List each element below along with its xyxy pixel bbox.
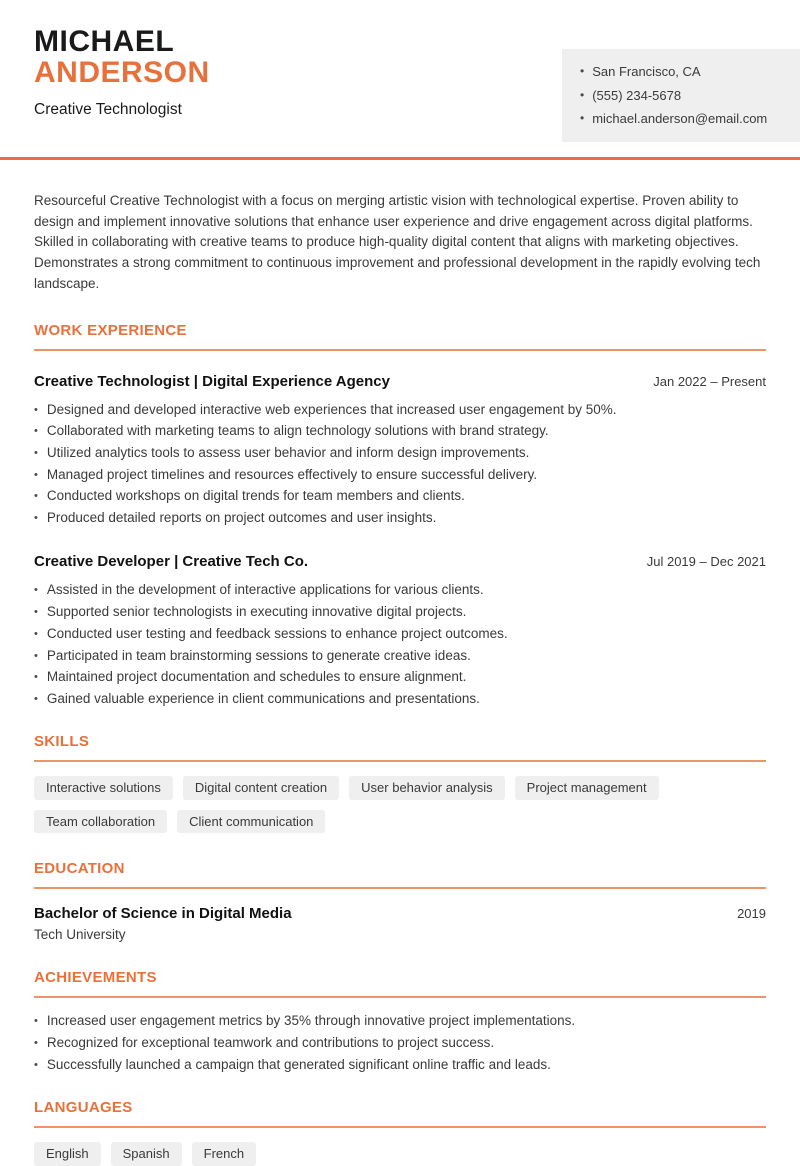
education-degree: Bachelor of Science in Digital Media [34,905,292,923]
education-school: Tech University [34,927,126,943]
contact-item [580,60,786,84]
achievement-bullet-text: Recognized for exceptional teamwork and contributions to project success. [46,1035,495,1051]
header-divider [0,157,800,160]
achievement-bullet [34,1036,766,1051]
education-heading: EDUCATION [34,860,125,878]
job-bullet [34,649,766,664]
bullet-icon: • [34,692,38,705]
education-year: 2019 [737,906,766,922]
education-entry [34,905,766,922]
job-bullet-text: Produced detailed reports on project outcomes and user insights. [46,509,437,525]
last-name: ANDERSON [34,56,210,89]
resume-header [0,26,800,157]
job-header [34,553,766,570]
skill-chip: Team collaboration [34,810,167,834]
bullet-icon: • [34,1058,38,1071]
job-bullet [34,468,766,483]
contact-item-text: (555) 234-5678 [592,87,682,103]
bullet-icon: • [580,87,585,102]
first-name: MICHAEL [34,25,175,58]
language-chip: French [192,1142,256,1166]
job-bullet [34,424,766,439]
job-bullet [34,692,766,707]
languages-chip-list [34,1142,766,1166]
job-bullet-text: Gained valuable experience in client communications and presentations. [46,690,480,706]
header-job-title: Creative Technologist [34,101,182,118]
section-skills [34,733,766,833]
languages-heading: LANGUAGES [34,1099,133,1117]
skills-chip-list [34,776,766,833]
section-work-experience [34,322,766,707]
skill-chip: Interactive solutions [34,776,173,800]
contact-item-text: michael.anderson@email.com [592,111,768,126]
job-bullet-text: Conducted workshops on digital trends for team members and clients. [46,488,465,504]
bullet-icon: • [580,111,585,125]
job-bullet-text: Managed project timelines and resources effectively to ensure successful delivery. [46,466,538,482]
job-dates: Jan 2022 – Present [653,373,766,389]
job-bullet [34,670,766,685]
job-entry [34,373,766,526]
skill-chip: Client communication [177,810,325,834]
skill-chip: Digital content creation [183,776,339,800]
bullet-icon: • [34,490,38,503]
job-bullet-text: Collaborated with marketing teams to align technology solutions with brand strategy. [46,423,549,439]
bullet-icon: • [34,649,38,662]
bullet-icon: • [34,1015,38,1028]
bullet-icon: • [34,606,38,619]
job-bullet [34,446,766,461]
job-bullet-text: Supported senior technologists in executing innovative digital projects. [46,604,467,620]
contact-item [580,84,786,108]
work-experience-heading: WORK EXPERIENCE [34,321,187,339]
contact-item [580,107,786,131]
job-bullet [34,403,766,418]
bullet-icon: • [34,403,38,416]
achievement-bullet-text: Successfully launched a campaign that generated significant online traffic and leads. [46,1056,551,1072]
achievement-bullet [34,1058,766,1073]
job-bullet [34,489,766,504]
job-bullet [34,511,766,526]
job-bullet [34,605,766,620]
bullet-icon: • [580,64,585,78]
achievements-heading: ACHIEVEMENTS [34,969,157,987]
section-divider [34,996,766,998]
job-dates: Jul 2019 – Dec 2021 [646,554,766,570]
section-languages [34,1099,766,1166]
job-bullet-list [34,583,766,706]
achievements-bullet-list [34,1014,766,1072]
summary-paragraph: Resourceful Creative Technologist with a focus on merging artistic vision with technological expertise. Proven ability to design and implement innovative solutions that enhance user experience and drive engagement across digital platforms. Skilled in collaborating with creative teams to produce high-quality digital content that aligns with marketing objectives. Demonstrates a strong commitment to continuous improvement and professional development in the rapidly evolving tech landscape. [34,193,761,291]
section-divider [34,760,766,762]
job-bullet-text: Participated in team brainstorming sessions to generate creative ideas. [46,647,471,663]
bullet-icon: • [34,627,38,640]
achievement-bullet-text: Increased user engagement metrics by 35% through innovative project implementations. [46,1013,576,1029]
resume-page [0,25,800,1162]
job-bullet-text: Designed and developed interactive web experiences that increased user engagement by 50%. [46,401,617,417]
section-divider [34,349,766,351]
job-bullet [34,583,766,598]
job-bullet-text: Assisted in the development of interactive applications for various clients. [46,582,484,598]
job-title: Creative Developer | Creative Tech Co. [34,553,309,571]
skill-chip: Project management [515,776,659,800]
job-bullet-text: Utilized analytics tools to assess user behavior and inform design improvements. [46,444,530,460]
job-bullet [34,627,766,642]
bullet-icon: • [34,511,38,524]
bullet-icon: • [34,446,38,459]
resume-body [0,191,800,1166]
bullet-icon: • [34,468,38,481]
job-bullet-text: Conducted user testing and feedback sessions to enhance project outcomes. [46,625,508,641]
section-divider [34,1126,766,1128]
achievement-bullet [34,1014,766,1029]
language-chip: Spanish [111,1142,182,1166]
bullet-icon: • [34,425,38,438]
section-education [34,860,766,942]
bullet-icon: • [34,1037,38,1050]
job-entry [34,553,766,706]
skills-heading: SKILLS [34,733,90,751]
contact-item-text: San Francisco, CA [592,64,701,79]
job-title: Creative Technologist | Digital Experience Agency [34,372,390,390]
bullet-icon: • [34,584,38,597]
job-bullet-list [34,403,766,526]
job-bullet-text: Maintained project documentation and schedules to ensure alignment. [46,669,467,685]
language-chip: English [34,1142,101,1166]
skill-chip: User behavior analysis [349,776,505,800]
bullet-icon: • [34,671,38,684]
section-achievements [34,969,766,1072]
contact-card [562,49,800,142]
job-header [34,373,766,390]
section-divider [34,887,766,889]
